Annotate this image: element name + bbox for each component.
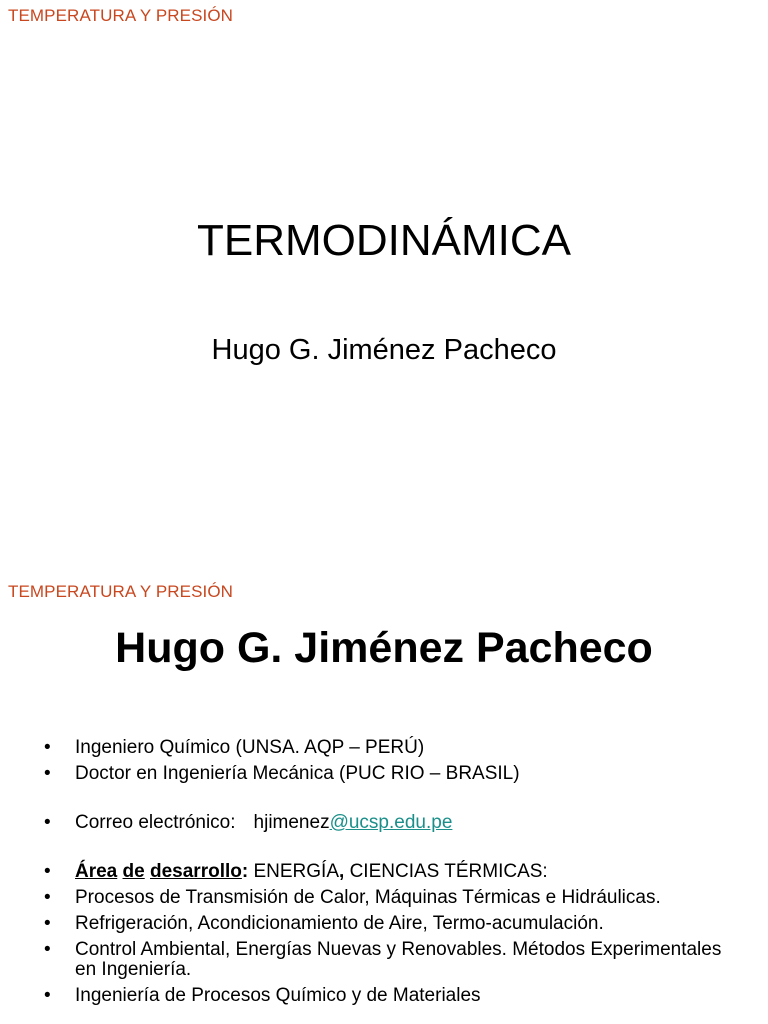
bullet-icon: • [44, 887, 51, 908]
bullet-icon: • [44, 913, 51, 934]
topic-text: Procesos de Transmisión de Calor, Máquinas Térmicas e Hidráulicas. [75, 887, 661, 908]
area-word-1: Área [75, 861, 118, 882]
instructor-name: Hugo G. Jiménez Pacheco [115, 624, 653, 672]
course-title: TERMODINÁMICA [197, 216, 571, 265]
list-item [44, 813, 744, 833]
slide-instructor [0, 570, 768, 1024]
area-word-3: desarrollo [150, 861, 242, 882]
bullet-icon: • [44, 861, 51, 882]
email-domain-link[interactable]: @ucsp.edu.pe [329, 812, 453, 833]
list-item [44, 862, 744, 882]
bullet-icon: • [44, 985, 51, 1006]
slide-header: TEMPERATURA Y PRESIÓN [8, 582, 234, 601]
bullet-icon: • [44, 763, 51, 784]
list-item [44, 914, 744, 934]
bullet-icon: • [44, 939, 51, 960]
area-word-2: de [122, 861, 145, 882]
degrees-list [44, 738, 744, 784]
bullet-icon: • [44, 812, 51, 833]
slide-header: TEMPERATURA Y PRESIÓN [8, 6, 234, 25]
area-colon: : [241, 861, 249, 882]
author-name: Hugo G. Jiménez Pacheco [211, 334, 557, 366]
degree-text: Ingeniero Químico (UNSA. AQP – PERÚ) [75, 737, 425, 758]
area-value-2: CIENCIAS TÉRMICAS: [349, 861, 548, 882]
list-item [44, 738, 744, 758]
bullet-icon: • [44, 737, 51, 758]
topic-text: Refrigeración, Acondicionamiento de Aire, Termo-acumulación. [75, 913, 604, 934]
list-item [44, 986, 744, 1006]
list-item [44, 940, 744, 980]
degree-text: Doctor en Ingeniería Mecánica (PUC RIO – BRASIL) [75, 763, 520, 784]
list-item [44, 888, 744, 908]
topic-text: Control Ambiental, Energías Nuevas y Renovables. Métodos Experimentales en Ingeniería. [75, 939, 722, 980]
email-user: hjimenez [253, 812, 330, 833]
topic-text: Ingeniería de Procesos Químico y de Materiales [75, 985, 481, 1006]
email-label: Correo electrónico: [75, 812, 236, 833]
area-value-1: ENERGÍA [253, 861, 340, 882]
area-comma: , [339, 861, 345, 882]
list-item [44, 764, 744, 784]
research-list [44, 862, 744, 1006]
contact-list [44, 813, 744, 833]
